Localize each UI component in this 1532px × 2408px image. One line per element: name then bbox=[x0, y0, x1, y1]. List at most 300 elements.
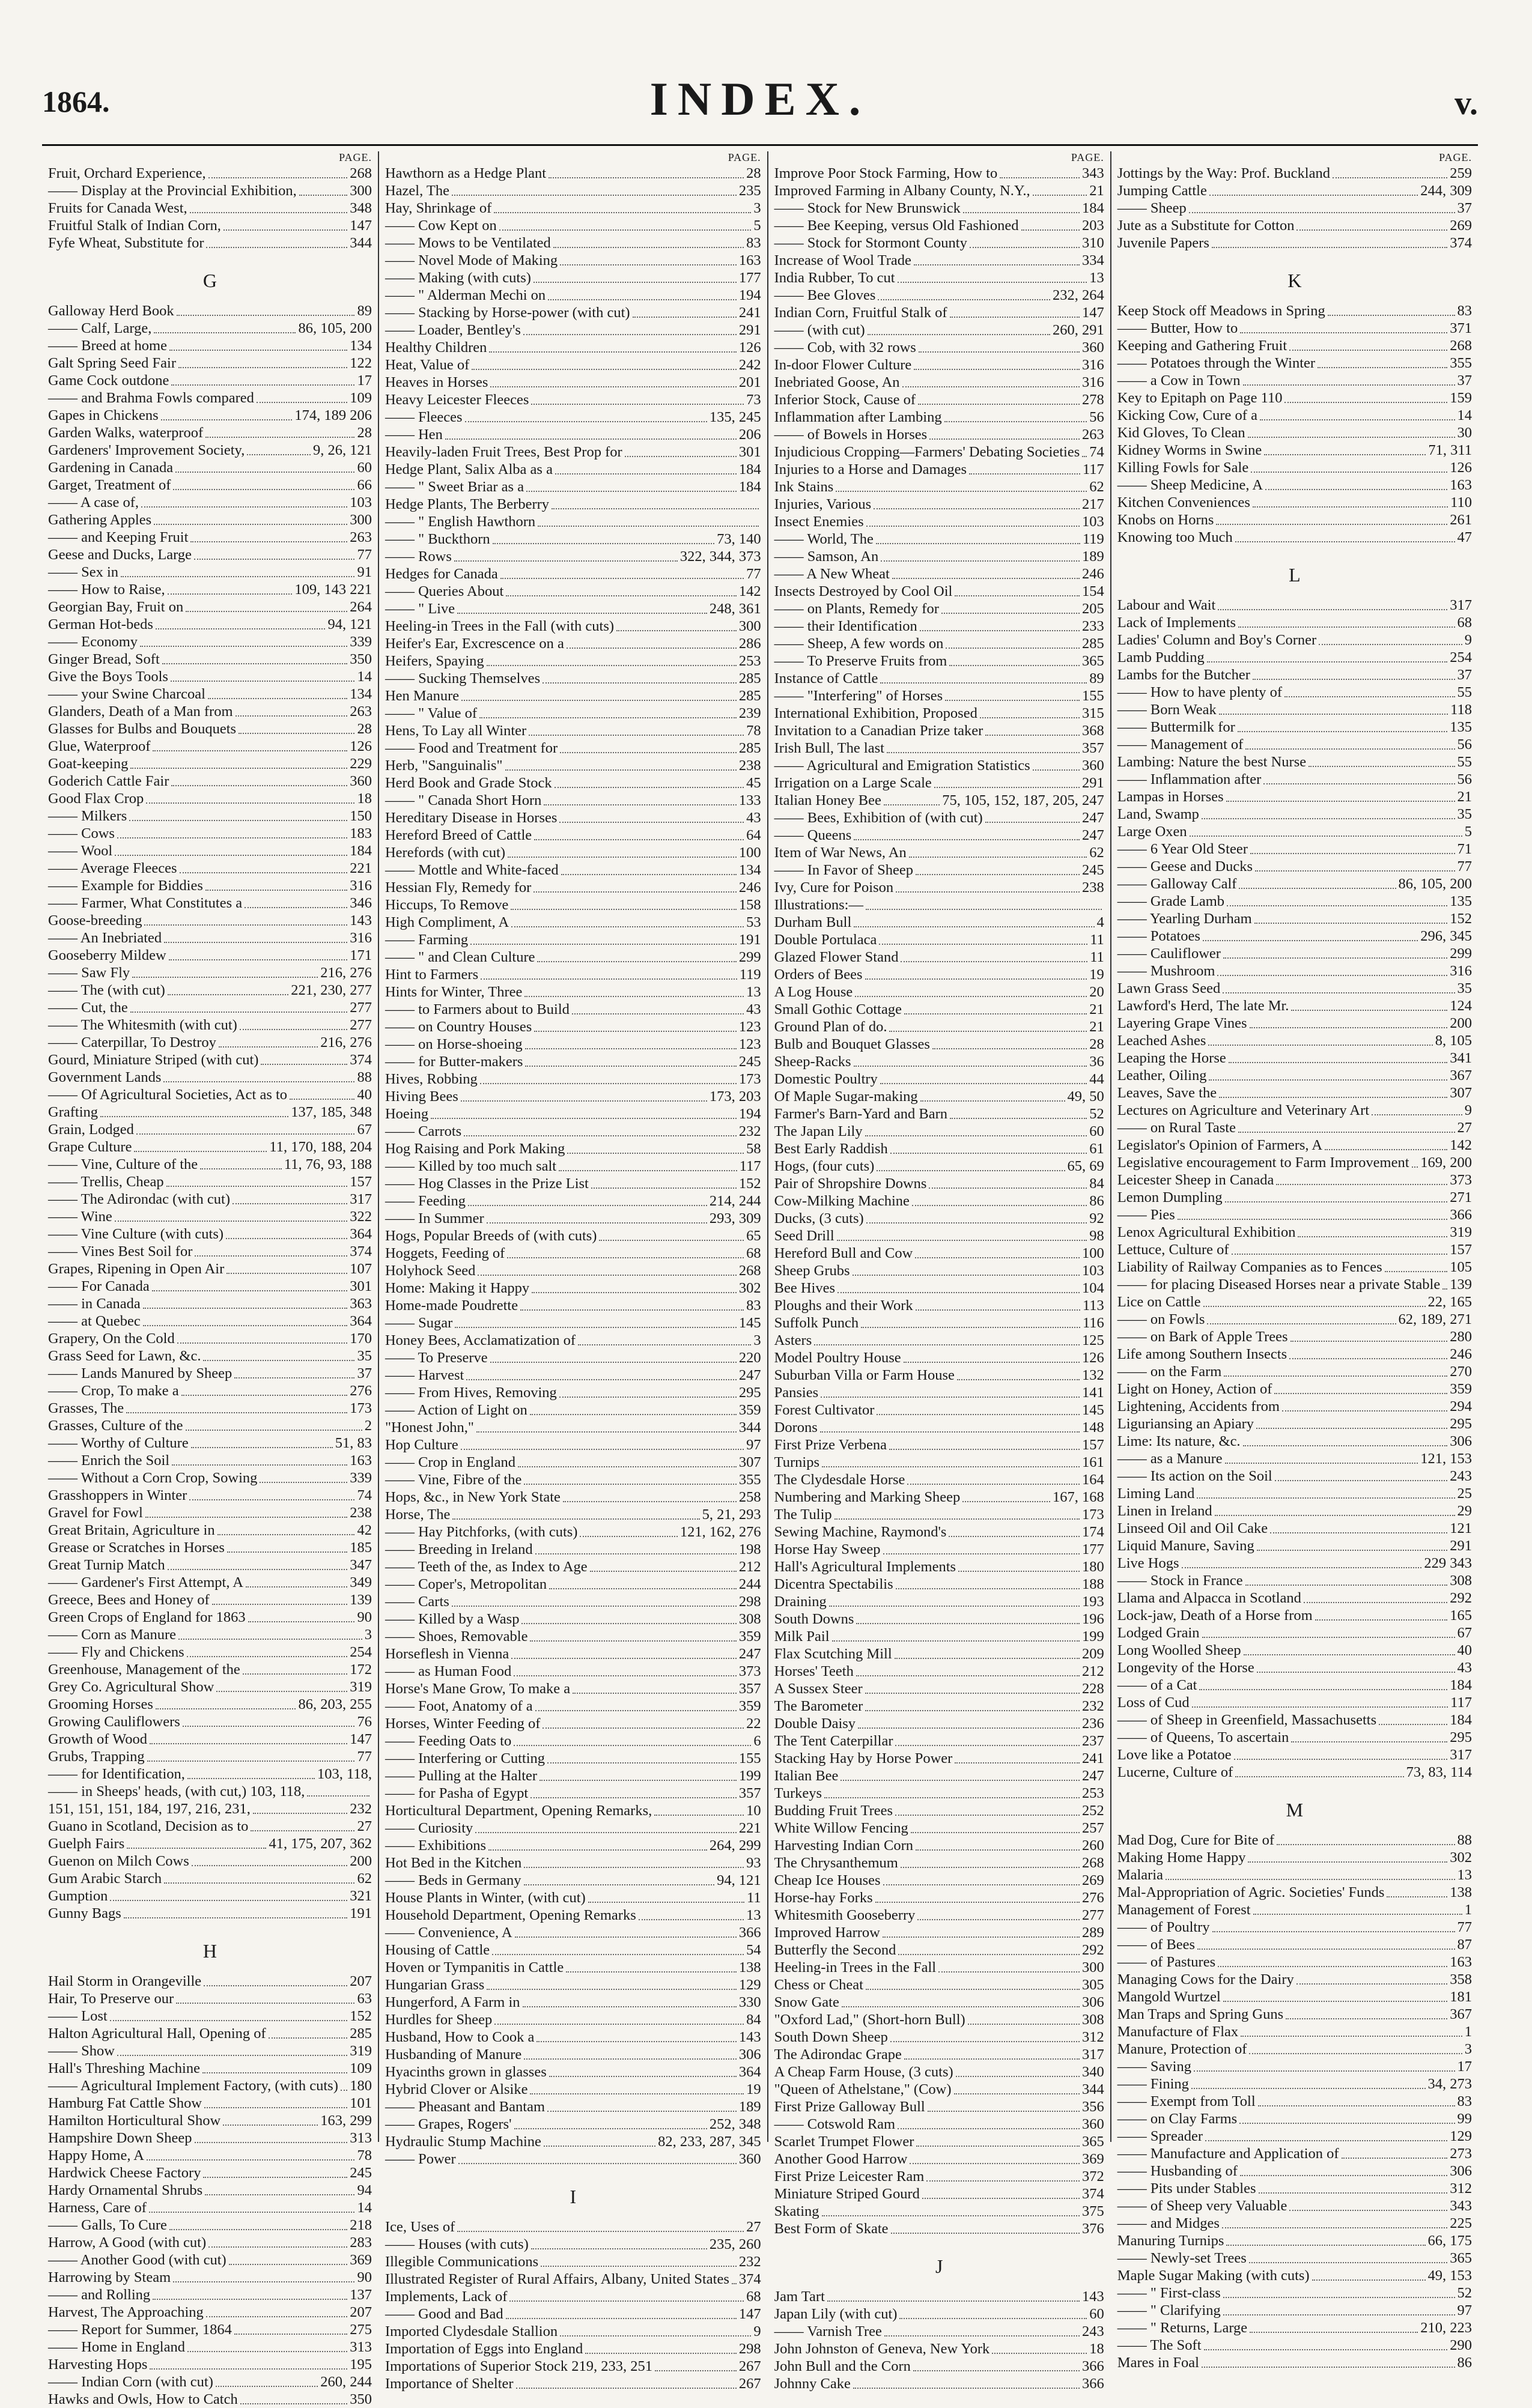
entry-pages: 71 bbox=[1457, 841, 1472, 857]
index-entry bbox=[1117, 1953, 1472, 1971]
entry-pages: 302 bbox=[738, 1280, 761, 1296]
entry-pages: 126 bbox=[738, 339, 761, 356]
index-entry bbox=[1117, 1171, 1472, 1189]
entry-pages: 319 bbox=[1450, 1224, 1472, 1240]
entry-pages: 359 bbox=[1450, 1381, 1472, 1397]
dot-leader bbox=[573, 1693, 737, 1694]
entry-title: Herb, "Sanguinalis" bbox=[385, 757, 503, 774]
entry-title: —— Agricultural and Emigration Statistics bbox=[774, 757, 1030, 774]
entry-pages: 159 bbox=[1450, 390, 1472, 406]
index-entry bbox=[774, 2150, 1104, 2168]
entry-title: —— of Queens, To ascertain bbox=[1117, 1729, 1289, 1745]
entry-pages: 65, 69 bbox=[1067, 1158, 1104, 1174]
section-letter: I bbox=[570, 2186, 577, 2207]
dot-leader bbox=[206, 2316, 347, 2317]
dot-leader bbox=[219, 1046, 318, 1048]
index-entry bbox=[1117, 1154, 1472, 1171]
entry-title: —— Mushroom bbox=[1117, 963, 1215, 979]
index-entry bbox=[774, 1541, 1104, 1558]
entry-pages: 346 bbox=[350, 895, 372, 911]
entry-title: Gardening in Canada bbox=[48, 459, 174, 476]
entry-pages: 316 bbox=[1082, 357, 1104, 373]
index-entry bbox=[1117, 2040, 1472, 2058]
entry-pages: 91 bbox=[357, 564, 372, 580]
entry-pages: 253 bbox=[1082, 1785, 1104, 1801]
dot-leader bbox=[524, 2058, 737, 2060]
entry-pages: 214, 244 bbox=[709, 1193, 761, 1209]
entry-pages: 232 bbox=[738, 1123, 761, 1139]
index-entry bbox=[48, 790, 372, 807]
entry-title: Hereford Breed of Cattle bbox=[385, 827, 532, 843]
entry-pages: 125 bbox=[1082, 1332, 1104, 1348]
entry-pages: 316 bbox=[350, 878, 372, 894]
index-entry bbox=[48, 2077, 372, 2094]
index-entry bbox=[48, 685, 372, 703]
dot-leader bbox=[1190, 836, 1462, 837]
entry-pages: 316 bbox=[1450, 963, 1472, 979]
entry-pages: 152 bbox=[1450, 911, 1472, 927]
entry-pages: 268 bbox=[1082, 1855, 1104, 1871]
index-entry bbox=[385, 1872, 761, 1889]
index-entry bbox=[48, 999, 372, 1016]
dot-leader bbox=[916, 2146, 1080, 2147]
index-entry bbox=[48, 1504, 372, 1521]
entry-title: Pansies bbox=[774, 1384, 819, 1401]
entry-title: Harrowing by Steam bbox=[48, 2269, 171, 2285]
index-entry bbox=[774, 1715, 1104, 1732]
entry-title: Glanders, Death of a Man from bbox=[48, 703, 233, 720]
entry-pages: 253 bbox=[738, 653, 761, 669]
entry-title: "Queen of Athelstane," (Cow) bbox=[774, 2081, 952, 2097]
entry-title: —— Gardener's First Attempt, A bbox=[48, 1574, 243, 1591]
dot-leader bbox=[143, 1325, 347, 1326]
index-entry bbox=[48, 1278, 372, 1295]
dot-leader bbox=[169, 350, 347, 351]
entry-pages: 165 bbox=[1450, 1607, 1472, 1624]
entry-title: Importations of Superior Stock 219, 233, 251 bbox=[385, 2358, 653, 2374]
dot-leader bbox=[1298, 1236, 1447, 1237]
dot-leader bbox=[1208, 1045, 1432, 1046]
entry-title: The Adirondac Grape bbox=[774, 2046, 902, 2063]
dot-leader bbox=[178, 1639, 362, 1640]
entry-pages: 49, 153 bbox=[1427, 2267, 1472, 2284]
entry-pages: 58 bbox=[746, 1141, 761, 1157]
entry-pages: 110 bbox=[1450, 494, 1472, 511]
entry-title: Lack of Implements bbox=[1117, 614, 1236, 631]
dot-leader bbox=[591, 1187, 737, 1189]
dot-leader bbox=[478, 1275, 737, 1276]
entry-pages: 312 bbox=[1082, 2029, 1104, 2045]
entry-pages: 84 bbox=[1089, 1175, 1104, 1192]
entry-pages: 191 bbox=[350, 1905, 372, 1921]
index-entry bbox=[774, 1889, 1104, 1906]
index-entry bbox=[774, 1001, 1104, 1018]
dot-leader bbox=[299, 195, 347, 196]
entry-title: First Prize Galloway Bull bbox=[774, 2099, 925, 2115]
entry-pages: 121, 162, 276 bbox=[679, 1524, 761, 1540]
index-entry bbox=[774, 1558, 1104, 1576]
index-entry bbox=[48, 1260, 372, 1278]
dot-leader bbox=[1239, 2123, 1454, 2124]
dot-leader bbox=[458, 2163, 737, 2164]
dot-leader bbox=[1238, 626, 1454, 628]
entry-title: Loss of Cud bbox=[1117, 1694, 1190, 1711]
entry-pages: 366 bbox=[1450, 1207, 1472, 1223]
entry-pages: 371 bbox=[1450, 320, 1472, 336]
entry-title: Heeling-in Trees in the Fall bbox=[774, 1959, 937, 1976]
index-column-4 bbox=[1111, 151, 1478, 2371]
entry-title: —— Another Good (with cut) bbox=[48, 2252, 226, 2268]
dot-leader bbox=[187, 1778, 315, 1779]
dot-leader bbox=[178, 367, 347, 368]
dot-leader bbox=[969, 473, 1080, 475]
entry-pages: 161 bbox=[1082, 1454, 1104, 1470]
index-entry bbox=[385, 705, 761, 722]
entry-pages: 53 bbox=[746, 914, 761, 930]
index-entry bbox=[48, 1138, 372, 1156]
dot-leader bbox=[901, 1867, 1080, 1868]
index-entry bbox=[48, 2042, 372, 2060]
index-entry bbox=[1117, 1102, 1472, 1119]
entry-pages: 157 bbox=[350, 1174, 372, 1190]
entry-title: Pair of Shropshire Downs bbox=[774, 1175, 927, 1192]
dot-leader bbox=[307, 1795, 369, 1797]
entry-title: —— Foot, Anatomy of a bbox=[385, 1698, 533, 1714]
index-entry bbox=[48, 668, 372, 685]
index-entry bbox=[1117, 788, 1472, 805]
dot-leader bbox=[898, 282, 1087, 283]
index-entry bbox=[774, 757, 1104, 774]
entry-pages: 232 bbox=[738, 2254, 761, 2270]
dot-leader bbox=[499, 229, 752, 231]
entry-title: —— How to Raise, bbox=[48, 581, 165, 598]
entry-title: Garden Walks, waterproof bbox=[48, 425, 204, 441]
entry-title: —— Caterpillar, To Destroy bbox=[48, 1034, 216, 1051]
entry-pages: 21 bbox=[1457, 789, 1472, 805]
entry-title: Kid Gloves, To Clean bbox=[1117, 425, 1245, 441]
dot-leader bbox=[341, 2090, 347, 2091]
entry-title: Importance of Shelter bbox=[385, 2376, 514, 2392]
index-entry bbox=[774, 443, 1104, 461]
entry-title: Georgian Bay, Fruit on bbox=[48, 599, 184, 615]
dot-leader bbox=[896, 1588, 1080, 1589]
entry-pages: 14 bbox=[357, 2200, 372, 2216]
dot-leader bbox=[633, 317, 737, 318]
entry-pages: 350 bbox=[350, 651, 372, 667]
dot-leader bbox=[1289, 2210, 1447, 2211]
dot-leader bbox=[168, 1569, 348, 1570]
index-entry bbox=[48, 320, 372, 337]
dot-leader bbox=[543, 1727, 744, 1729]
entry-pages: 56 bbox=[1457, 771, 1472, 787]
index-entry bbox=[385, 1419, 761, 1436]
index-entry bbox=[774, 408, 1104, 426]
entry-title: South Downs bbox=[774, 1611, 854, 1627]
entry-pages: 247 bbox=[738, 1367, 761, 1383]
entry-title: Hungerford, A Farm in bbox=[385, 1994, 520, 2010]
index-entry bbox=[385, 1924, 761, 1941]
entry-title: Milk Pail bbox=[774, 1628, 830, 1645]
index-entry bbox=[774, 426, 1104, 443]
dot-leader bbox=[205, 437, 354, 438]
section-letter: K bbox=[1287, 270, 1302, 291]
dot-leader bbox=[507, 1257, 744, 1258]
index-entry bbox=[774, 1366, 1104, 1384]
entry-pages: 147 bbox=[1082, 305, 1104, 321]
dot-leader bbox=[239, 733, 354, 734]
index-entry bbox=[385, 513, 761, 530]
dot-leader bbox=[1249, 2053, 1462, 2054]
entry-title: —— The (with cut) bbox=[48, 982, 165, 998]
entry-title: —— Hay Pitchforks, (with cuts) bbox=[385, 1524, 578, 1540]
dot-leader bbox=[1315, 1619, 1448, 1621]
index-entry bbox=[48, 476, 372, 494]
entry-pages: 13 bbox=[1457, 1867, 1472, 1883]
dot-leader bbox=[521, 1623, 736, 1624]
dot-leader bbox=[549, 1588, 737, 1589]
entry-pages: 293, 309 bbox=[709, 1210, 761, 1227]
entry-pages: 263 bbox=[350, 529, 372, 545]
index-entry bbox=[385, 861, 761, 879]
index-entry bbox=[774, 513, 1104, 530]
index-entry bbox=[385, 844, 761, 861]
dot-leader bbox=[494, 2024, 744, 2025]
entry-pages: 267 bbox=[738, 2376, 761, 2392]
entry-title: Hardy Ornamental Shrubs bbox=[48, 2182, 203, 2198]
entry-pages: 40 bbox=[357, 1087, 372, 1103]
entry-title: Knowing too Much bbox=[1117, 529, 1233, 545]
index-entry bbox=[1117, 459, 1472, 476]
dot-leader bbox=[855, 996, 1087, 997]
index-entry bbox=[48, 1034, 372, 1051]
dot-leader bbox=[511, 926, 744, 927]
entry-title: —— Farming bbox=[385, 932, 469, 948]
index-entry bbox=[385, 1366, 761, 1384]
entry-pages: 194 bbox=[738, 1106, 761, 1122]
entry-title: Implements, Lack of bbox=[385, 2288, 508, 2305]
entry-title: —— Show bbox=[48, 2043, 115, 2059]
entry-title: —— " Live bbox=[385, 601, 455, 617]
entry-title: —— Vine, Culture of the bbox=[48, 1156, 198, 1172]
entry-title: —— Houses (with cuts) bbox=[385, 2236, 529, 2252]
entry-pages: 374 bbox=[1082, 2186, 1104, 2202]
index-entry bbox=[1117, 1831, 1472, 1849]
dot-leader bbox=[226, 1273, 347, 1274]
entry-pages: 173 bbox=[1082, 1506, 1104, 1523]
dot-leader bbox=[865, 978, 1087, 980]
index-entry bbox=[1117, 1450, 1472, 1467]
index-entry bbox=[774, 1645, 1104, 1663]
entry-pages: 20 bbox=[1089, 984, 1104, 1000]
entry-pages: 3 bbox=[364, 1627, 372, 1643]
entry-pages: 195 bbox=[350, 2356, 372, 2373]
dot-leader bbox=[898, 1954, 1080, 1955]
dot-leader bbox=[1248, 437, 1455, 438]
entry-title: —— " Buckthorn bbox=[385, 531, 490, 547]
dot-leader bbox=[616, 630, 737, 631]
dot-leader bbox=[472, 369, 737, 370]
entry-pages: 142 bbox=[1450, 1137, 1472, 1153]
dot-leader bbox=[1204, 2349, 1448, 2350]
dot-leader bbox=[204, 2107, 347, 2108]
entry-pages: 86 bbox=[1457, 2355, 1472, 2371]
dot-leader bbox=[837, 1240, 1087, 1241]
entry-pages: 375 bbox=[1082, 2203, 1104, 2219]
dot-leader bbox=[1250, 1027, 1448, 1028]
index-entry bbox=[385, 2253, 761, 2270]
entry-title: Happy Home, A bbox=[48, 2147, 144, 2164]
entry-pages: 167, 168 bbox=[1053, 1489, 1104, 1505]
dot-leader bbox=[216, 1691, 347, 1692]
dot-leader bbox=[883, 1884, 1080, 1885]
dot-leader bbox=[457, 613, 707, 614]
dot-leader bbox=[1276, 1184, 1447, 1185]
entry-title: Kitchen Conveniences bbox=[1117, 494, 1250, 511]
entry-pages: 92 bbox=[1089, 1210, 1104, 1227]
entry-pages: 276 bbox=[350, 1383, 372, 1399]
entry-pages: 321 bbox=[350, 1888, 372, 1904]
dot-leader bbox=[920, 630, 1080, 631]
dot-leader bbox=[1239, 888, 1396, 889]
entry-pages: 247 bbox=[738, 1646, 761, 1662]
dot-leader bbox=[992, 2353, 1087, 2354]
index-entry bbox=[48, 1661, 372, 1678]
entry-pages: 56 bbox=[1457, 736, 1472, 753]
dot-leader bbox=[1290, 1341, 1448, 1342]
dot-leader bbox=[1318, 367, 1447, 368]
entry-pages: 292 bbox=[1450, 1590, 1472, 1606]
entry-title: Italian Bee bbox=[774, 1768, 839, 1784]
index-entry bbox=[774, 2203, 1104, 2220]
dot-leader bbox=[1319, 644, 1462, 645]
index-entry bbox=[774, 705, 1104, 722]
dot-leader bbox=[493, 543, 714, 544]
entry-pages: 134 bbox=[738, 862, 761, 878]
entry-title: Illustrated Register of Rural Affairs, Albany, United States bbox=[385, 2271, 729, 2287]
entry-pages: 143 bbox=[1082, 2288, 1104, 2305]
entry-title: —— your Swine Charcoal bbox=[48, 686, 205, 702]
entry-pages: 22, 165 bbox=[1427, 1294, 1472, 1310]
entry-title: The Japan Lily bbox=[774, 1123, 863, 1139]
dot-leader bbox=[548, 299, 737, 300]
entry-title: —— Crop in England bbox=[385, 1454, 516, 1470]
index-entry bbox=[48, 755, 372, 772]
entry-pages: 154 bbox=[1082, 583, 1104, 599]
dot-leader bbox=[560, 752, 737, 753]
entry-pages: 94, 121 bbox=[327, 616, 372, 632]
dot-leader bbox=[856, 1675, 1080, 1676]
dot-leader bbox=[858, 1727, 1080, 1729]
entry-title: Geese and Ducks, Large bbox=[48, 547, 192, 563]
dot-leader bbox=[1265, 489, 1447, 490]
entry-pages: 313 bbox=[350, 2339, 372, 2355]
index-entry bbox=[385, 1053, 761, 1070]
entry-pages: 277 bbox=[1082, 1907, 1104, 1923]
index-entry bbox=[1117, 2180, 1472, 2197]
entry-title: Importation of Eggs into England bbox=[385, 2341, 583, 2357]
dot-leader bbox=[514, 2128, 707, 2129]
dot-leader bbox=[928, 2111, 1080, 2112]
index-entry bbox=[385, 2218, 761, 2236]
entry-pages: 147 bbox=[350, 217, 372, 234]
entry-title: —— " Alderman Mechi on bbox=[385, 287, 546, 303]
entry-title: —— A case of, bbox=[48, 494, 139, 511]
entry-title: Whitesmith Gooseberry bbox=[774, 1907, 916, 1923]
section-letter: L bbox=[1289, 564, 1301, 586]
index-entry bbox=[385, 1210, 761, 1227]
dot-leader bbox=[533, 891, 737, 893]
entry-title: Fyfe Wheat, Substitute for bbox=[48, 235, 204, 251]
entry-title: —— on Country Houses bbox=[385, 1019, 532, 1035]
dot-leader bbox=[452, 1518, 699, 1520]
index-entry bbox=[774, 1175, 1104, 1192]
entry-pages: 37 bbox=[357, 1365, 372, 1381]
dot-leader bbox=[1033, 769, 1080, 771]
entry-title: —— Cauliflower bbox=[1117, 945, 1221, 962]
entry-pages: 61 bbox=[1089, 1141, 1104, 1157]
dot-leader bbox=[840, 1780, 1080, 1781]
entry-title: —— For Canada bbox=[48, 1278, 150, 1294]
entry-title: Instance of Cattle bbox=[774, 670, 878, 687]
entry-pages: 129 bbox=[738, 1977, 761, 1993]
entry-title: Greenhouse, Management of the bbox=[48, 1661, 240, 1678]
dot-leader bbox=[234, 1377, 354, 1378]
index-entry bbox=[774, 1262, 1104, 1279]
entry-pages: 45 bbox=[746, 775, 761, 791]
index-entry bbox=[385, 2133, 761, 2150]
dot-leader bbox=[887, 752, 1080, 753]
entry-title: —— Yearling Durham bbox=[1117, 911, 1252, 927]
index-entry bbox=[48, 494, 372, 511]
entry-pages: 163 bbox=[1450, 477, 1472, 493]
index-entry bbox=[774, 1959, 1104, 1976]
index-entry bbox=[48, 1051, 372, 1069]
entry-title: —— Sugar bbox=[385, 1315, 453, 1331]
index-entry bbox=[1117, 1607, 1472, 1624]
entry-title: Hay, Shrinkage of bbox=[385, 200, 492, 216]
entry-title: Managing Cows for the Dairy bbox=[1117, 1971, 1294, 1988]
dot-leader bbox=[561, 874, 737, 875]
index-entry bbox=[385, 1697, 761, 1715]
dot-leader bbox=[866, 909, 1102, 910]
dot-leader bbox=[866, 1222, 1087, 1224]
entry-pages: 228 bbox=[1082, 1681, 1104, 1697]
dot-leader bbox=[926, 2180, 1080, 2182]
index-entry bbox=[385, 2081, 761, 2098]
index-entry bbox=[385, 1576, 761, 1593]
index-list bbox=[48, 165, 372, 2408]
index-entry bbox=[1117, 945, 1472, 962]
index-entry bbox=[774, 1576, 1104, 1593]
dot-leader bbox=[878, 299, 1050, 300]
entry-title: —— Killed by too much salt bbox=[385, 1158, 557, 1174]
index-entry bbox=[48, 1852, 372, 1870]
entry-pages: 126 bbox=[1082, 1350, 1104, 1366]
index-entry bbox=[48, 1243, 372, 1260]
entry-pages: 145 bbox=[1082, 1402, 1104, 1418]
index-entry bbox=[774, 199, 1104, 217]
entry-title: Ducks, (3 cuts) bbox=[774, 1210, 864, 1227]
entry-title: —— Fleeces bbox=[385, 409, 463, 425]
entry-title: —— Stock for New Brunswick bbox=[774, 200, 961, 216]
entry-pages: 241 bbox=[1082, 1750, 1104, 1767]
dot-leader bbox=[1296, 229, 1447, 231]
entry-title: —— "Interfering" of Horses bbox=[774, 688, 943, 704]
entry-title: Growing Cauliflowers bbox=[48, 1714, 180, 1730]
entry-title: Hints for Winter, Three bbox=[385, 984, 523, 1000]
index-entry bbox=[48, 199, 372, 217]
entry-title: —— To Preserve bbox=[385, 1350, 488, 1366]
